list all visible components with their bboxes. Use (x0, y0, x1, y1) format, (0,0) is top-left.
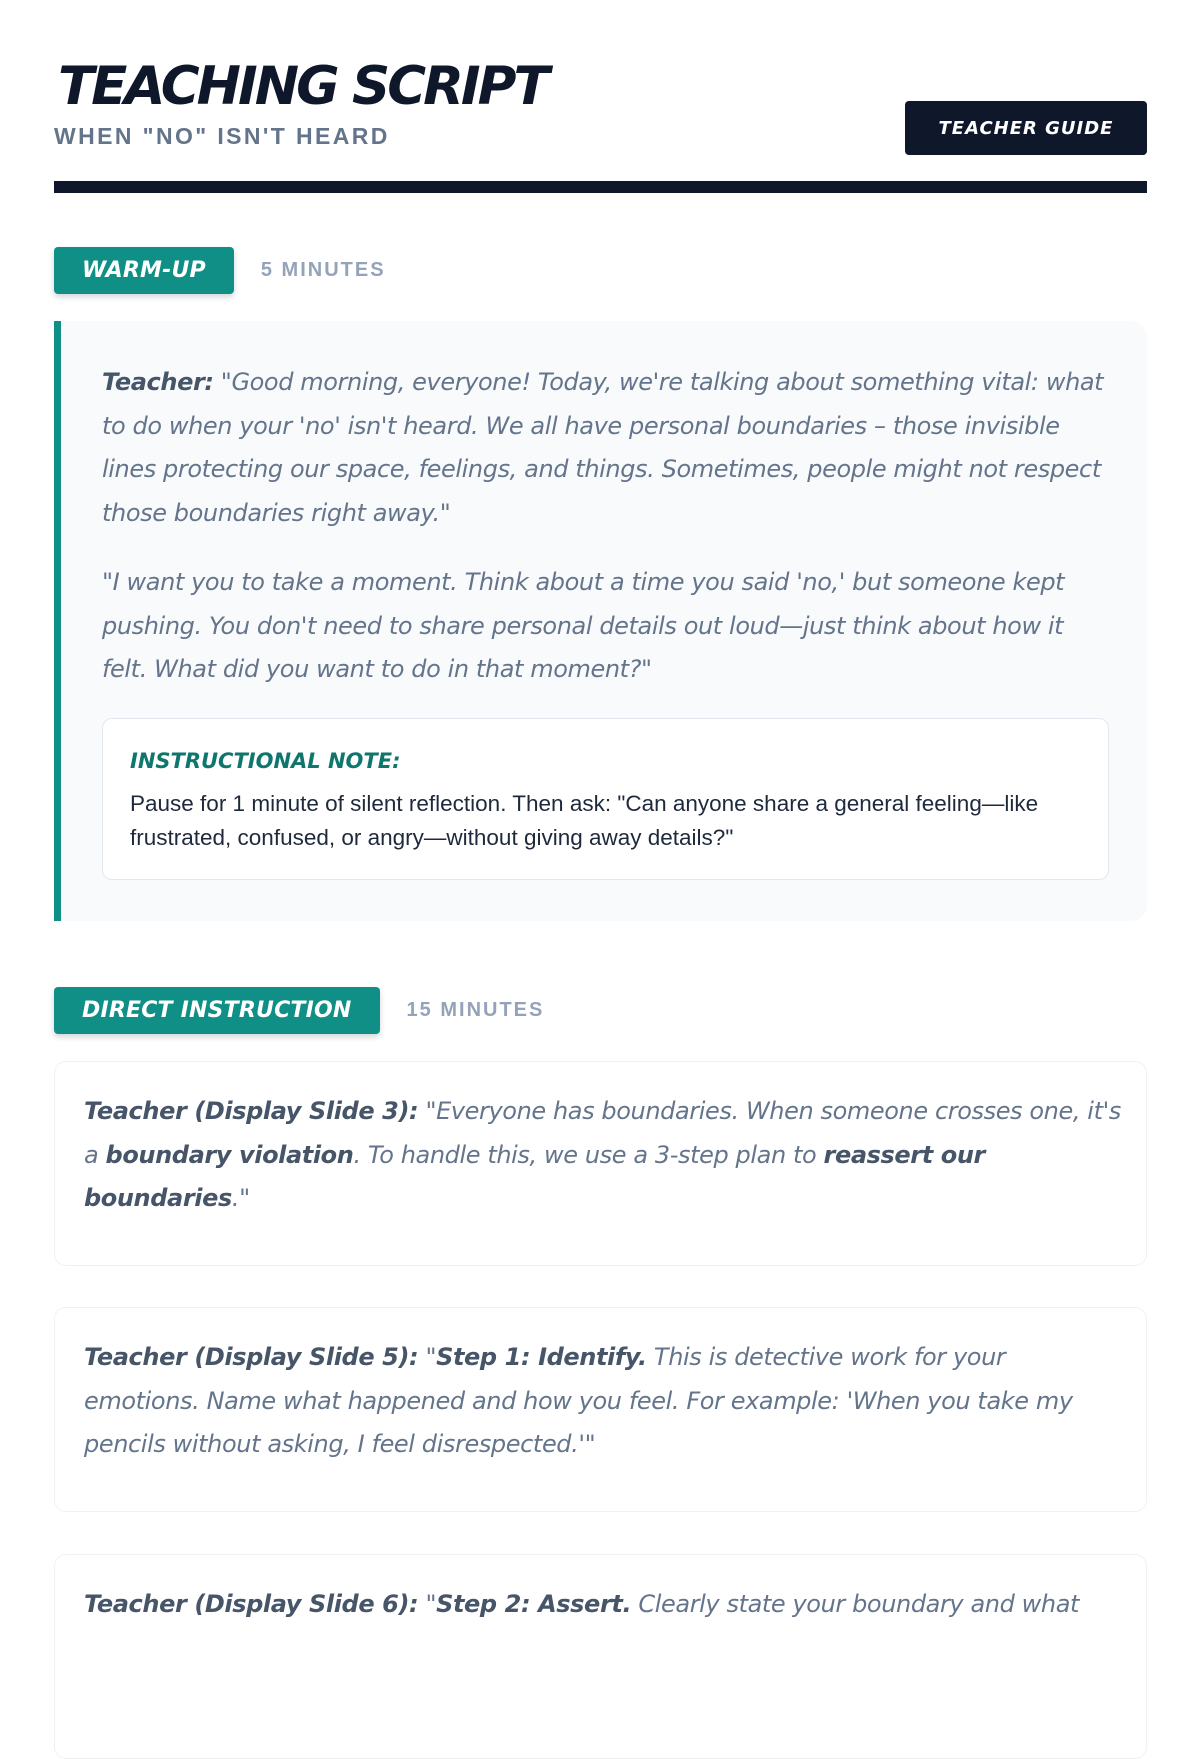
script-step-identify: Step 1: Identify. (436, 1343, 647, 1371)
script-text-segment: . To handle this, we use a 3-step plan to (353, 1140, 824, 1169)
script-card-text (84, 1336, 1124, 1467)
script-term-boundary-violation: boundary violation (105, 1140, 354, 1169)
script-text-segment: ." (231, 1184, 250, 1212)
page-title: TEACHING SCRIPT (58, 56, 547, 117)
script-card-slide-6 (54, 1554, 1147, 1759)
instructional-note (102, 718, 1109, 880)
script-term-reassert: reassert our boundaries (84, 1140, 985, 1212)
direct-instruction-section-header (54, 987, 544, 1034)
script-text-segment: " (418, 1343, 437, 1371)
script-text-segment: " (418, 1590, 437, 1618)
direct-instruction-duration: 15 MINUTES (406, 999, 545, 1021)
warmup-paragraph-1-text: "Good morning, everyone! Today, we're talking about something vital: what to do when your 'no' isn't heard. We all have personal boundaries – those invisible lines protecting our space, feelings, and things. Sometimes, people might not respect those boundaries right away." (102, 368, 1104, 527)
warmup-paragraph-2: "I want you to take a moment. Think about a time you said 'no,' but someone kept pushing. You don't need to share personal details out loud—just think about how it felt. What did you want to do in that moment?" (102, 568, 1065, 683)
script-speaker: Teacher (Display Slide 6): (84, 1590, 419, 1618)
header-divider (54, 181, 1147, 193)
script-text-segment: This is detective work for your emotions. Name what happened and how you feel. For example: 'When you take my pencils without asking, I feel disrespected.'" (84, 1343, 1073, 1458)
script-text-segment: "Everyone has boundaries. When someone crosses one, it's a (84, 1097, 1121, 1169)
script-card-slide-5 (54, 1307, 1147, 1512)
instructional-note-text: Pause for 1 minute of silent reflection. Then ask: "Can anyone share a general feeling—like frustrated, confused, or angry—without giving away details?" (130, 791, 1039, 850)
warmup-script-card (54, 321, 1147, 921)
teacher-guide-badge: TEACHER GUIDE (905, 101, 1147, 155)
instructional-note-label: INSTRUCTIONAL NOTE: (130, 749, 401, 773)
teaching-script-page (54, 0, 1147, 1618)
warmup-tag: WARM-UP (54, 247, 234, 294)
page-subtitle: WHEN "NO" ISN'T HEARD (54, 123, 390, 149)
warmup-paragraph-1 (102, 361, 1112, 535)
script-card-slide-3 (54, 1061, 1147, 1266)
script-card-text (84, 1090, 1124, 1221)
warmup-speaker: Teacher: (102, 368, 214, 396)
script-card-text (84, 1583, 1124, 1627)
warmup-section-header (54, 247, 386, 294)
script-step-assert: Step 2: Assert. (436, 1590, 632, 1618)
script-speaker: Teacher (Display Slide 5): (84, 1343, 419, 1371)
page-header (54, 0, 1147, 194)
script-text-segment: Clearly state your boundary and what (631, 1590, 1080, 1618)
script-speaker: Teacher (Display Slide 3): (84, 1097, 419, 1125)
warmup-duration: 5 MINUTES (260, 259, 386, 281)
direct-instruction-tag: DIRECT INSTRUCTION (54, 987, 380, 1034)
